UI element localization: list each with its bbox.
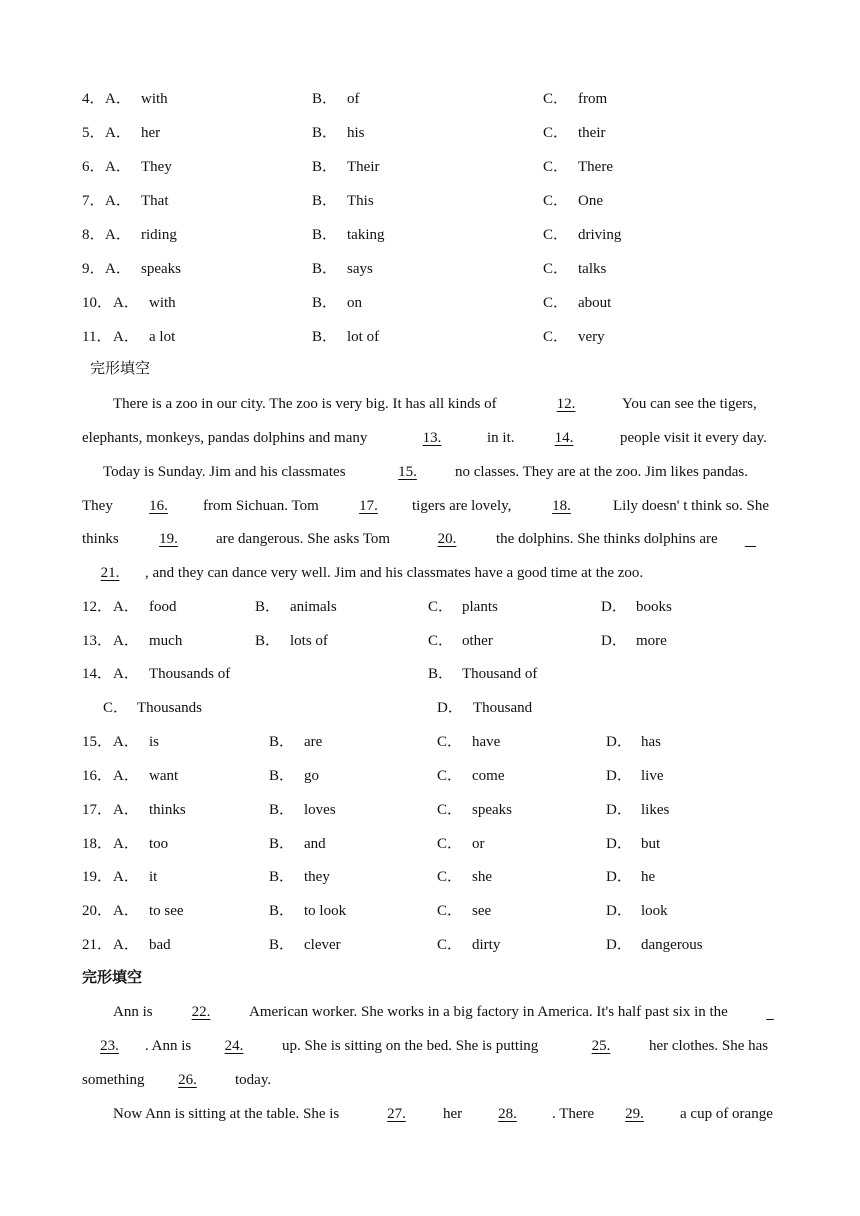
option-b-text: his: [347, 125, 365, 141]
option-c-label: C．: [543, 227, 569, 243]
option-d-text: dangerous: [641, 937, 703, 953]
passage-line: [0, 1103, 860, 1125]
option-b-label: B．: [312, 159, 338, 175]
option-b-text: and: [304, 836, 326, 852]
question-row: [0, 697, 860, 719]
option-b-text: loves: [304, 802, 336, 818]
passage-line: [0, 461, 860, 483]
section-heading: 完形填空: [90, 361, 151, 377]
answer-blank[interactable]: 26.: [178, 1072, 197, 1088]
passage-text: people visit it every day.: [620, 430, 767, 446]
option-a-label: A．: [113, 633, 139, 649]
passage-text: They: [82, 498, 113, 514]
question-row: [0, 765, 860, 787]
question-number: 16．: [82, 768, 113, 784]
option-c-text: have: [472, 734, 501, 750]
answer-blank[interactable]: 23.: [100, 1038, 119, 1054]
option-a-text: with: [141, 91, 168, 107]
option-b-label: B．: [312, 227, 338, 243]
passage-text: Lily doesn' t think so. She: [613, 498, 770, 514]
answer-blank[interactable]: 16.: [149, 498, 168, 514]
option-c-text: Thousands: [137, 700, 202, 716]
option-d-label: D．: [606, 869, 632, 885]
passage-text: today.: [235, 1072, 272, 1088]
option-a-label: A．: [105, 261, 131, 277]
option-c-label: C．: [543, 329, 569, 345]
option-a-text: it: [149, 869, 158, 885]
option-b-text: of: [347, 91, 360, 107]
answer-blank[interactable]: 19.: [159, 531, 178, 547]
option-c-text: One: [578, 193, 603, 209]
passage-text: from Sichuan. Tom: [203, 498, 319, 514]
option-d-text: has: [641, 734, 661, 750]
option-b-label: B．: [269, 802, 295, 818]
option-a-label: A．: [105, 227, 131, 243]
question-row: [0, 156, 860, 178]
option-b-text: clever: [304, 937, 341, 953]
question-row: [0, 663, 860, 685]
option-a-label: A．: [105, 159, 131, 175]
option-a-text: a lot: [149, 329, 176, 345]
option-d-label: D．: [606, 734, 632, 750]
option-a-text: much: [149, 633, 183, 649]
option-b-text: they: [304, 869, 330, 885]
option-b-label: B．: [269, 768, 295, 784]
passage-text: the dolphins. She thinks dolphins are: [496, 531, 718, 547]
option-c-text: come: [472, 768, 505, 784]
answer-blank[interactable]: 28.: [498, 1106, 517, 1122]
passage-text: You can see the tigers,: [622, 396, 757, 412]
passage-line: [0, 427, 860, 449]
option-a-label: A．: [113, 734, 139, 750]
option-c-label: C．: [437, 903, 463, 919]
passage-text: her: [443, 1106, 463, 1122]
option-b-label: B．: [255, 633, 281, 649]
option-a-label: A．: [113, 802, 139, 818]
question-row: [0, 934, 860, 956]
question-row: [0, 122, 860, 144]
option-c-label: C．: [428, 599, 454, 615]
question-row: [0, 190, 860, 212]
option-c-text: their: [578, 125, 606, 141]
option-c-label: C．: [103, 700, 129, 716]
question-row: [0, 88, 860, 110]
answer-blank[interactable]: [738, 528, 763, 550]
option-d-text: more: [636, 633, 667, 649]
option-c-label: C．: [543, 193, 569, 209]
question-number: 9．: [82, 261, 105, 277]
question-number: 10．: [82, 295, 113, 311]
answer-blank[interactable]: 20.: [437, 531, 457, 547]
option-b-text: This: [347, 193, 374, 209]
option-c-text: speaks: [472, 802, 512, 818]
option-b-text: animals: [290, 599, 337, 615]
option-a-text: thinks: [149, 802, 186, 818]
option-b-label: B．: [255, 599, 281, 615]
option-a-text: to see: [149, 903, 184, 919]
option-d-text: likes: [641, 802, 670, 818]
option-c-text: plants: [462, 599, 498, 615]
option-c-label: C．: [437, 836, 463, 852]
option-d-text: Thousand: [473, 700, 533, 716]
option-c-label: C．: [543, 159, 569, 175]
option-c-text: she: [472, 869, 492, 885]
passage-text: no classes. They are at the zoo. Jim likes pandas.: [455, 464, 748, 480]
answer-blank[interactable]: 18.: [552, 498, 571, 514]
option-c-text: from: [578, 91, 608, 107]
option-d-label: D．: [606, 836, 632, 852]
option-d-label: D．: [606, 768, 632, 784]
option-b-label: B．: [312, 193, 338, 209]
passage-text: Today is Sunday. Jim and his classmates: [103, 464, 346, 480]
answer-blank[interactable]: 25.: [591, 1038, 611, 1054]
question-row: [0, 224, 860, 246]
question-number: 20．: [82, 903, 113, 919]
option-c-text: very: [578, 329, 605, 345]
option-a-label: A．: [113, 869, 139, 885]
option-d-label: D．: [601, 599, 627, 615]
passage-text: her clothes. She has: [649, 1038, 769, 1054]
option-b-text: Their: [347, 159, 380, 175]
answer-blank[interactable]: 13.: [422, 430, 442, 446]
passage-text: There is a zoo in our city. The zoo is very big. It has all kinds of: [113, 396, 497, 412]
option-c-text: see: [472, 903, 492, 919]
passage-line: [0, 495, 860, 517]
question-number: 14．: [82, 666, 113, 682]
option-a-label: A．: [113, 329, 139, 345]
question-row: [0, 799, 860, 821]
option-b-label: B．: [269, 937, 295, 953]
passage-line: [0, 528, 860, 550]
option-a-label: A．: [113, 903, 139, 919]
question-number: 18．: [82, 836, 113, 852]
answer-blank[interactable]: [762, 1001, 778, 1023]
answer-blank[interactable]: 24.: [224, 1038, 244, 1054]
option-b-label: B．: [312, 295, 338, 311]
question-number: 17．: [82, 802, 113, 818]
option-a-label: A．: [113, 295, 139, 311]
option-c-label: C．: [437, 734, 463, 750]
question-number: 13．: [82, 633, 113, 649]
passage-line: [0, 393, 860, 415]
option-b-label: B．: [312, 125, 338, 141]
question-number: 12．: [82, 599, 113, 615]
passage-text: thinks: [82, 531, 119, 547]
answer-blank[interactable]: 27.: [387, 1106, 406, 1122]
passage-text: , and they can dance very well. Jim and his classmates have a good time at the zoo.: [145, 565, 644, 581]
option-d-text: books: [636, 599, 672, 615]
option-b-label: B．: [269, 836, 295, 852]
question-number: 4．: [82, 91, 105, 107]
question-row: [0, 833, 860, 855]
passage-line: [0, 1035, 860, 1057]
answer-blank[interactable]: 17.: [359, 498, 378, 514]
answer-blank[interactable]: 12.: [556, 396, 576, 412]
option-b-text: says: [347, 261, 373, 277]
question-number: 19．: [82, 869, 113, 885]
option-b-label: B．: [312, 329, 338, 345]
option-a-label: A．: [113, 768, 139, 784]
answer-blank[interactable]: 29.: [625, 1106, 644, 1122]
option-a-text: That: [141, 193, 169, 209]
passage-text: . Ann is: [145, 1038, 192, 1054]
passage-line: [0, 1069, 860, 1091]
option-d-text: live: [641, 768, 664, 784]
option-c-label: C．: [543, 261, 569, 277]
passage-text: tigers are lovely,: [412, 498, 512, 514]
passage-text: in it.: [487, 430, 515, 446]
option-a-text: is: [149, 734, 160, 750]
passage-text: . There: [552, 1106, 595, 1122]
option-c-text: dirty: [472, 937, 501, 953]
option-d-label: D．: [601, 633, 627, 649]
option-b-text: lots of: [290, 633, 328, 649]
passage-text: a cup of orange: [680, 1106, 773, 1122]
option-a-text: with: [149, 295, 176, 311]
passage-text: something: [82, 1072, 145, 1088]
passage-text: are dangerous. She asks Tom: [216, 531, 391, 547]
option-c-text: about: [578, 295, 612, 311]
question-row: [0, 596, 860, 618]
option-c-label: C．: [543, 91, 569, 107]
option-d-label: D．: [606, 802, 632, 818]
passage-text: Ann is: [113, 1004, 153, 1020]
option-d-text: he: [641, 869, 656, 885]
question-number: 11．: [82, 329, 112, 345]
option-b-text: to look: [304, 903, 347, 919]
passage-text: up. She is sitting on the bed. She is putting: [282, 1038, 539, 1054]
passage-line: [0, 562, 860, 584]
answer-blank[interactable]: 15.: [398, 464, 417, 480]
section-heading: 完形填空: [82, 970, 143, 986]
option-d-label: D．: [606, 903, 632, 919]
option-c-text: driving: [578, 227, 622, 243]
option-c-label: C．: [437, 937, 463, 953]
passage-text: American worker. She works in a big factory in America. It's half past six in the: [249, 1004, 728, 1020]
question-row: [0, 900, 860, 922]
question-number: 8．: [82, 227, 105, 243]
option-a-label: A．: [113, 937, 139, 953]
question-number: 5．: [82, 125, 105, 141]
option-a-label: A．: [105, 125, 131, 141]
option-b-label: B．: [269, 869, 295, 885]
option-a-text: her: [141, 125, 161, 141]
option-b-label: B．: [269, 734, 295, 750]
question-row: [0, 630, 860, 652]
option-d-text: look: [641, 903, 668, 919]
option-c-label: C．: [437, 768, 463, 784]
option-d-label: D．: [437, 700, 463, 716]
option-d-label: D．: [606, 937, 632, 953]
option-b-text: go: [304, 768, 319, 784]
answer-blank[interactable]: 22.: [191, 1004, 211, 1020]
question-number: 6．: [82, 159, 105, 175]
question-row: [0, 258, 860, 280]
option-a-label: A．: [105, 193, 131, 209]
question-row: [0, 326, 860, 348]
option-c-text: or: [472, 836, 485, 852]
question-row: [0, 292, 860, 314]
passage-text: elephants, monkeys, pandas dolphins and many: [82, 430, 368, 446]
option-a-text: They: [141, 159, 172, 175]
option-c-label: C．: [437, 869, 463, 885]
option-c-text: other: [462, 633, 493, 649]
option-c-label: C．: [543, 125, 569, 141]
option-b-text: lot of: [347, 329, 380, 345]
option-a-label: A．: [113, 836, 139, 852]
option-d-text: but: [641, 836, 661, 852]
question-number: 15．: [82, 734, 113, 750]
question-number: 7．: [82, 193, 105, 209]
option-c-label: C．: [437, 802, 463, 818]
option-c-text: talks: [578, 261, 607, 277]
question-number: 21．: [82, 937, 113, 953]
passage-text: Now Ann is sitting at the table. She is: [113, 1106, 340, 1122]
option-a-text: bad: [149, 937, 171, 953]
option-c-text: There: [578, 159, 613, 175]
question-row: [0, 866, 860, 888]
option-b-label: B．: [312, 91, 338, 107]
option-b-label: B．: [312, 261, 338, 277]
option-b-text: on: [347, 295, 362, 311]
option-a-text: too: [149, 836, 169, 852]
option-a-text: Thousands of: [149, 666, 231, 682]
answer-blank[interactable]: 14.: [554, 430, 574, 446]
option-a-text: food: [149, 599, 177, 615]
option-b-text: Thousand of: [462, 666, 538, 682]
option-c-label: C．: [543, 295, 569, 311]
option-a-text: want: [149, 768, 179, 784]
option-b-text: are: [304, 734, 323, 750]
question-row: [0, 731, 860, 753]
option-a-label: A．: [105, 91, 131, 107]
option-a-text: riding: [141, 227, 177, 243]
answer-blank[interactable]: 21.: [100, 565, 120, 581]
option-b-text: taking: [347, 227, 385, 243]
option-c-label: C．: [428, 633, 454, 649]
option-a-label: A．: [113, 599, 139, 615]
option-a-text: speaks: [141, 261, 181, 277]
option-a-label: A．: [113, 666, 139, 682]
passage-line: [0, 1001, 860, 1023]
option-b-label: B．: [428, 666, 454, 682]
option-b-label: B．: [269, 903, 295, 919]
